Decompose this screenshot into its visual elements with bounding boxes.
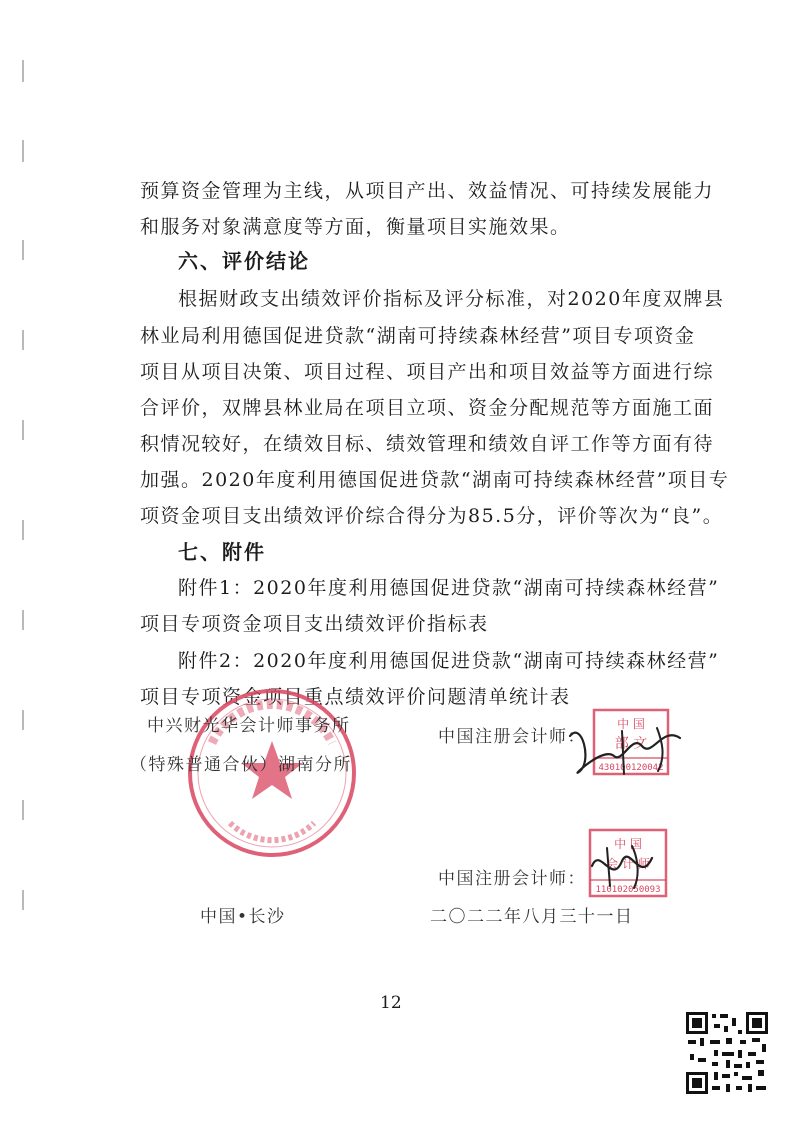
body-line: 加强。2020年度利用德国促进贷款“湖南可持续森林经营”项目专 — [140, 469, 730, 491]
body-line: 林业局利用德国促进贷款“湖南可持续森林经营”项目专项资金 — [140, 325, 696, 347]
cpa-label-2: 中国注册会计师： — [438, 869, 586, 889]
attachment-1-line: 附件1：2020年度利用德国促进贷款“湖南可持续森林经营” — [178, 577, 720, 599]
attachment-2-line: 项目专项资金项目重点绩效评价问题清单统计表 — [140, 686, 571, 708]
report-date: 二〇二二年八月三十一日 — [430, 907, 634, 927]
attachment-1-line: 项目专项资金项目支出绩效评价指标表 — [140, 613, 489, 635]
body-line: 预算资金管理为主线，从项目产出、效益情况、可持续发展能力 — [140, 180, 715, 202]
cpa-stamp-1-line1: 中 国 — [617, 717, 645, 731]
cpa-signature-2 — [582, 836, 662, 896]
section-heading-conclusion: 六、评价结论 — [178, 249, 310, 273]
section-heading-attachments: 七、附件 — [178, 540, 266, 564]
cpa-stamp-1-number: 430100120042 — [598, 763, 664, 773]
cpa-stamp-2-line1: 中 国 — [614, 837, 642, 851]
attachment-2-line: 附件2：2020年度利用德国促进贷款“湖南可持续森林经营” — [178, 650, 720, 672]
qr-code-icon — [684, 1010, 770, 1096]
cpa-signature-1 — [562, 716, 692, 786]
firm-name-line2: （特殊普通合伙）湖南分所 — [130, 755, 352, 775]
body-line: 合评价，双牌县林业局在项目立项、资金分配规范等方面施工面 — [140, 397, 715, 419]
cpa-stamp-2-number: 110102050093 — [595, 885, 661, 895]
body-line: 根据财政支出绩效评价指标及评分标准，对2020年度双牌县 — [178, 288, 725, 310]
firm-name-line1: 中兴财光华会计师事务所 — [147, 716, 351, 736]
cpa-stamp-2-line2: 会 计 师 — [606, 857, 650, 871]
body-line: 项目从项目决策、项目过程、项目产出和项目效益等方面进行综 — [140, 361, 715, 383]
body-line: 积情况较好，在绩效目标、绩效管理和绩效自评工作等方面有待 — [140, 433, 715, 455]
body-line: 项资金项目支出绩效评价综合得分为85.5分，评价等次为“良”。 — [140, 505, 724, 527]
location: 中国•长沙 — [200, 907, 286, 927]
body-line: 和服务对象满意度等方面，衡量项目实施效果。 — [140, 216, 571, 238]
page-number: 12 — [380, 993, 402, 1013]
cpa-label-1: 中国注册会计师： — [438, 727, 586, 747]
cpa-stamp-1-line2: 部 文 — [614, 736, 648, 752]
